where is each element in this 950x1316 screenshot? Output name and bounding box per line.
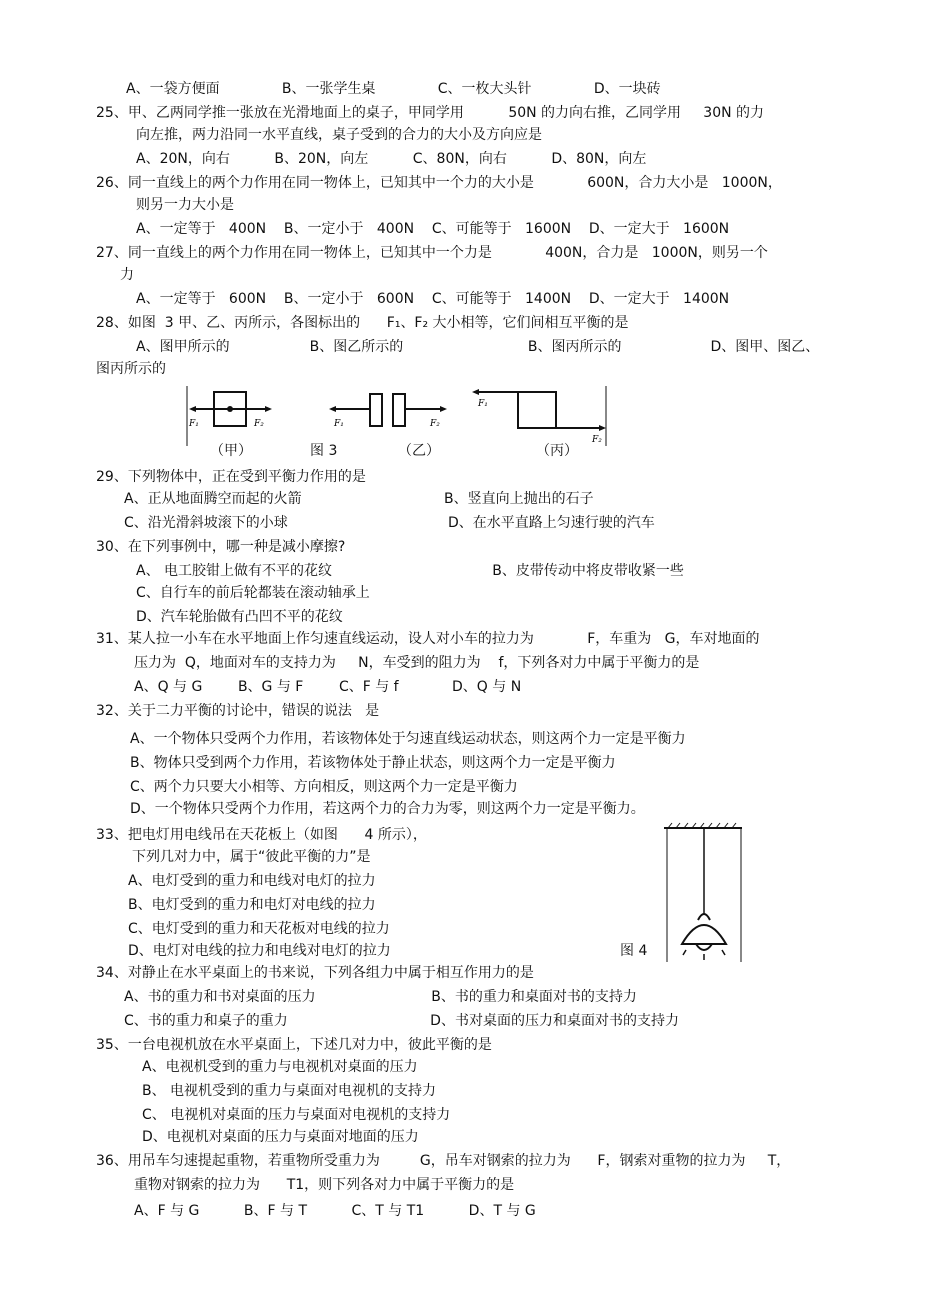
q33-stem-cont: 下列几对力中，属于“彼此平衡的力”是 [132,849,371,865]
q27-options: A、一定等于 600N B、一定小于 600N C、可能等于 1400N D、一定大于 1400N [136,291,730,307]
q35-option-c: C、 电视机对桌面的压力与桌面对电视机的支持力 [142,1107,451,1123]
q30-option-c: C、自行车的前后轮都装在滚动轴承上 [136,585,370,601]
q28-options: A、图甲所示的 B、图乙所示的 B、图丙所示的 D、图甲、图乙、 [136,339,820,355]
f1-label: F₁ [189,419,199,429]
q30-options-ab: A、 电工胶钳上做有不平的花纹 B、皮带传动中将皮带收紧一些 [136,563,684,579]
q25-options: A、20N，向右 B、20N，向左 C、80N，向右 D、80N，向左 [136,151,647,167]
q33-stem: 33、把电灯用电线吊在天花板上（如图 4 所示）， [96,827,427,843]
q25-stem-cont: 向左推，两力沿同一水平直线，桌子受到的合力的大小及方向应是 [136,127,542,143]
figure-3-caption: 图 3 [310,443,338,459]
figure-4-caption: 图 4 [620,943,648,959]
q32-stem: 32、关于二力平衡的讨论中，错误的说法 是 [96,703,380,719]
q30-stem: 30、在下列事例中，哪一种是减小摩擦? [96,539,346,555]
q35-option-b: B、 电视机受到的重力与桌面对电视机的支持力 [142,1083,437,1099]
figure-4 [664,822,744,964]
figure-3-label-jia: （甲） [210,443,252,459]
q33-option-d: D、电灯对电线的拉力和电线对电灯的拉力 [128,943,391,959]
q25-stem: 25、甲、乙两同学推一张放在光滑地面上的桌子，甲同学用 50N 的力向右推，乙同学用 30N 的力 [96,105,765,121]
q27-stem-cont: 力 [120,267,134,283]
q36-stem: 36、用吊车匀速提起重物，若重物所受重力为 G，吊车对钢索的拉力为 F，钢索对重物的拉力为 T， [96,1153,791,1169]
q32-option-a: A、一个物体只受两个力作用，若该物体处于匀速直线运动状态，则这两个力一定是平衡力 [130,731,686,747]
q35-option-a: A、电视机受到的重力与电视机对桌面的压力 [142,1059,418,1075]
q32-option-b: B、物体只受到两个力作用，若该物体处于静止状态，则这两个力一定是平衡力 [130,755,616,771]
q31-stem-cont: 压力为 Q，地面对车的支持力为 N，车受到的阻力为 f，下列各对力中属于平衡力的是 [134,655,700,671]
svg-text:F₁: F₁ [478,399,488,409]
q34-stem: 34、对静止在水平桌面上的书来说，下列各组力中属于相互作用力的是 [96,965,534,981]
q34-options-cd: C、书的重力和桌子的重力 D、书对桌面的压力和桌面对书的支持力 [124,1013,679,1029]
q35-option-d: D、电视机对桌面的压力与桌面对地面的压力 [142,1129,419,1145]
q32-option-c: C、两个力只要大小相等、方向相反，则这两个力一定是平衡力 [130,779,518,795]
q31-stem: 31、某人拉一小车在水平地面上作匀速直线运动，设人对小车的拉力为 F，车重为 G，车对地面的 [96,631,760,647]
q33-option-c: C、电灯受到的重力和天花板对电线的拉力 [128,921,390,937]
q28-options-cont: 图丙所示的 [96,361,166,377]
f2-label: F₂ [254,419,264,429]
q33-option-a: A、电灯受到的重力和电线对电灯的拉力 [128,873,376,889]
q28-stem: 28、如图 3 甲、乙、丙所示，各图标出的 F₁、F₂ 大小相等，它们间相互平衡的是 [96,315,629,331]
q36-options: A、F 与 G B、F 与 T C、T 与 T1 D、T 与 G [134,1203,536,1219]
q26-stem-cont: 则另一力大小是 [136,197,234,213]
q27-stem: 27、同一直线上的两个力作用在同一物体上，已知其中一个力是 400N，合力是 1000N，则另一个 [96,245,768,261]
figure-3-bing [472,386,606,446]
svg-text:F₂: F₂ [430,419,440,429]
svg-text:F₁: F₁ [334,419,344,429]
figure-3-jia [187,386,272,446]
q29-options-cd: C、沿光滑斜坡滚下的小球 D、在水平直路上匀速行驶的汽车 [124,515,655,531]
figure-3-yi [329,394,447,429]
q34-options-ab: A、书的重力和书对桌面的压力 B、书的重力和桌面对书的支持力 [124,989,637,1005]
q31-options: A、Q 与 G B、G 与 F C、F 与 f D、Q 与 N [134,679,522,695]
q33-option-b: B、电灯受到的重力和电灯对电线的拉力 [128,897,376,913]
figure-3-label-bing: （丙） [536,443,578,459]
q32-option-d: D、一个物体只受两个力作用，若这两个力的合力为零，则这两个力一定是平衡力。 [130,801,645,817]
q30-option-d: D、汽车轮胎做有凸凹不平的花纹 [136,609,343,625]
q24-options: A、一袋方便面 B、一张学生桌 C、一枚大头针 D、一块砖 [126,81,661,97]
q36-stem-cont: 重物对钢索的拉力为 T1，则下列各对力中属于平衡力的是 [134,1177,515,1193]
q29-options-ab: A、正从地面腾空而起的火箭 B、竖直向上抛出的石子 [124,491,594,507]
figure-3-label-yi: （乙） [398,443,440,459]
q26-options: A、一定等于 400N B、一定小于 400N C、可能等于 1600N D、一定大于 1600N [136,221,730,237]
svg-text:F₂: F₂ [592,435,602,445]
q35-stem: 35、一台电视机放在水平桌面上，下述几对力中，彼此平衡的是 [96,1037,492,1053]
q29-stem: 29、下列物体中，正在受到平衡力作用的是 [96,469,366,485]
q26-stem: 26、同一直线上的两个力作用在同一物体上，已知其中一个力的大小是 600N，合力大小是 1000N， [96,175,782,191]
